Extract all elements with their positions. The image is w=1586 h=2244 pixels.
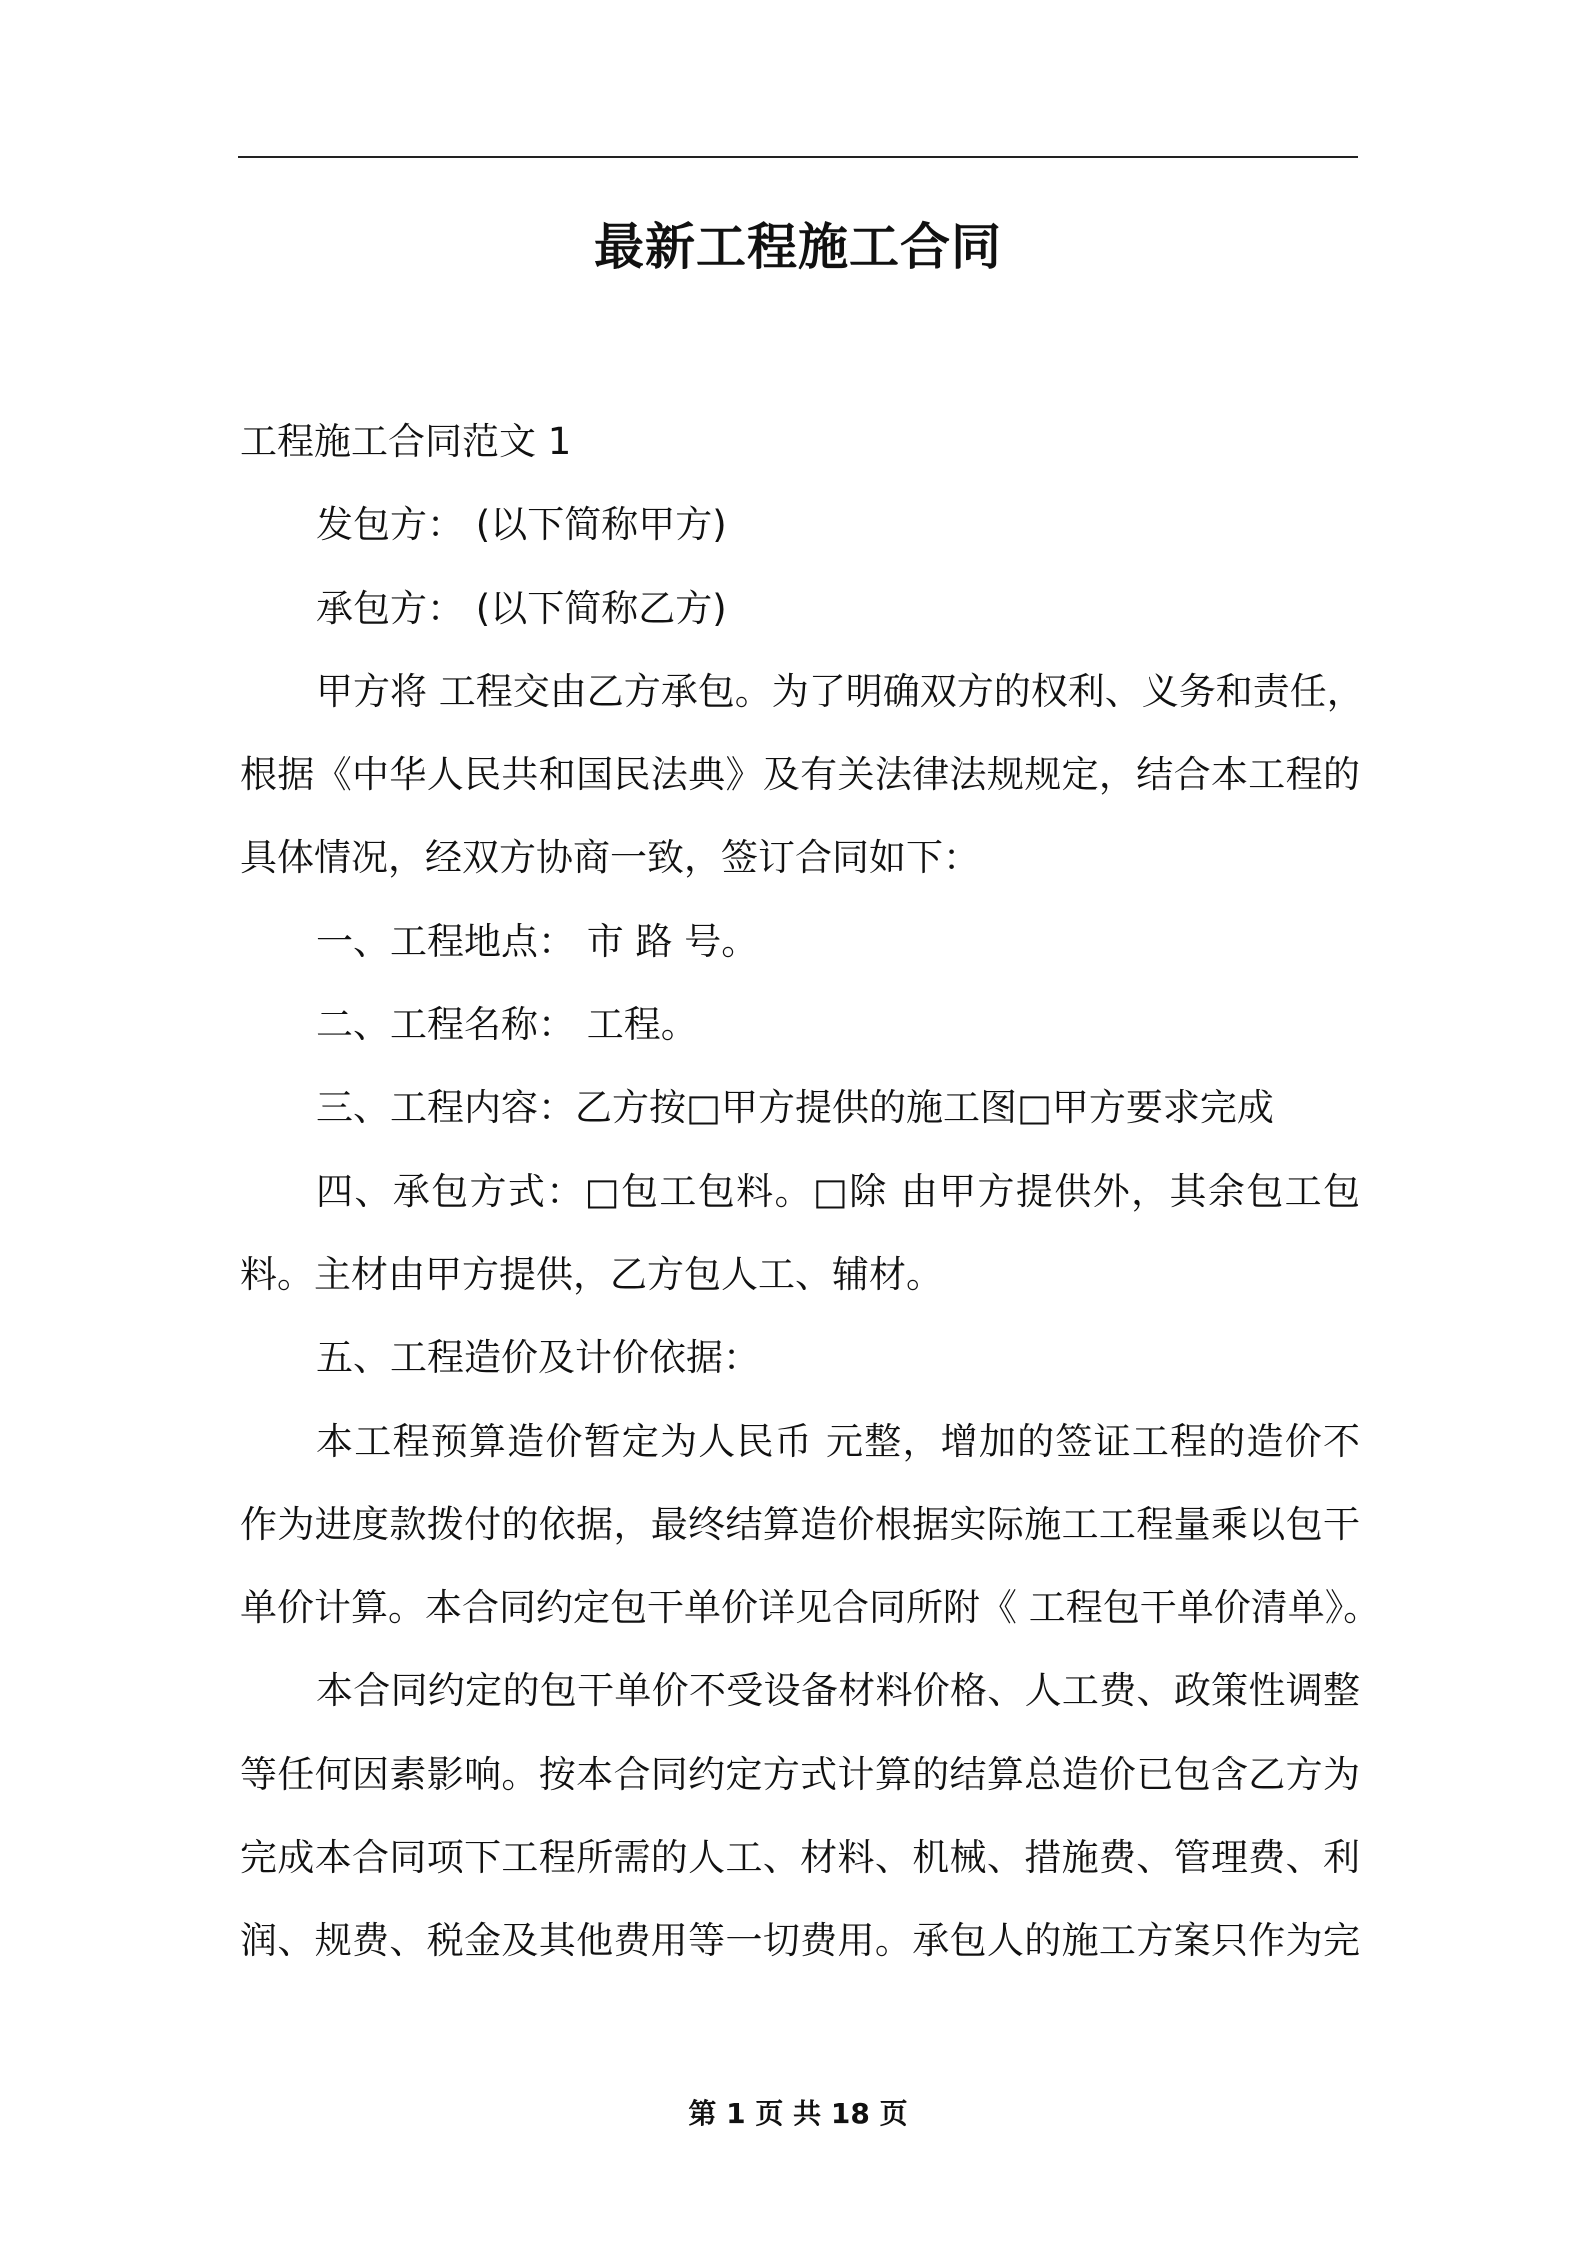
party-a-line: 发包方： (以下简称甲方) bbox=[316, 503, 727, 547]
pricing-paragraph-line: 单价计算。本合同约定包干单价详见合同所附《 工程包干单价清单》。 bbox=[240, 1586, 1381, 1630]
preamble-line: 根据《中华人民共和国民法典》及有关法律法规规定，结合本工程的 bbox=[240, 753, 1360, 797]
document-title: 最新工程施工合同 bbox=[594, 218, 1002, 276]
page-number-footer: 第 1 页 共 18 页 bbox=[688, 2097, 908, 2130]
preamble-line: 甲方将 工程交由乙方承包。为了明确双方的权利、义务和责任， bbox=[316, 669, 1364, 713]
clause-contract-method: 四、承包方式：□包工包料。□除 由甲方提供外，其余包工包 bbox=[316, 1169, 1360, 1213]
preamble-line: 具体情况，经双方协商一致，签订合同如下： bbox=[240, 836, 980, 880]
clause-location: 一、工程地点： 市 路 号。 bbox=[316, 919, 759, 963]
clause-name: 二、工程名称： 工程。 bbox=[316, 1003, 698, 1047]
pricing-paragraph-line: 本合同约定的包干单价不受设备材料价格、人工费、政策性调整 bbox=[316, 1669, 1360, 1713]
party-b-line: 承包方： (以下简称乙方) bbox=[316, 586, 727, 630]
pricing-paragraph-line: 等任何因素影响。按本合同约定方式计算的结算总造价已包含乙方为 bbox=[240, 1752, 1360, 1796]
clause-pricing-heading: 五、工程造价及计价依据： bbox=[316, 1336, 760, 1380]
pricing-paragraph-line: 完成本合同项下工程所需的人工、材料、机械、措施费、管理费、利 bbox=[240, 1836, 1360, 1880]
pricing-paragraph-line: 作为进度款拨付的依据，最终结算造价根据实际施工工程量乘以包干 bbox=[240, 1502, 1360, 1546]
clause-content: 三、工程内容：乙方按□甲方提供的施工图□甲方要求完成 bbox=[316, 1086, 1274, 1130]
document-body bbox=[240, 400, 1381, 1983]
header-rule bbox=[238, 156, 1358, 158]
clause-contract-method: 料。主材由甲方提供，乙方包人工、辅材。 bbox=[240, 1252, 943, 1296]
pricing-paragraph-line: 润、规费、税金及其他费用等一切费用。承包人的施工方案只作为完 bbox=[240, 1919, 1360, 1963]
section-heading: 工程施工合同范文 1 bbox=[240, 420, 572, 463]
pricing-paragraph-line: 本工程预算造价暂定为人民币 元整，增加的签证工程的造价不 bbox=[316, 1419, 1360, 1463]
